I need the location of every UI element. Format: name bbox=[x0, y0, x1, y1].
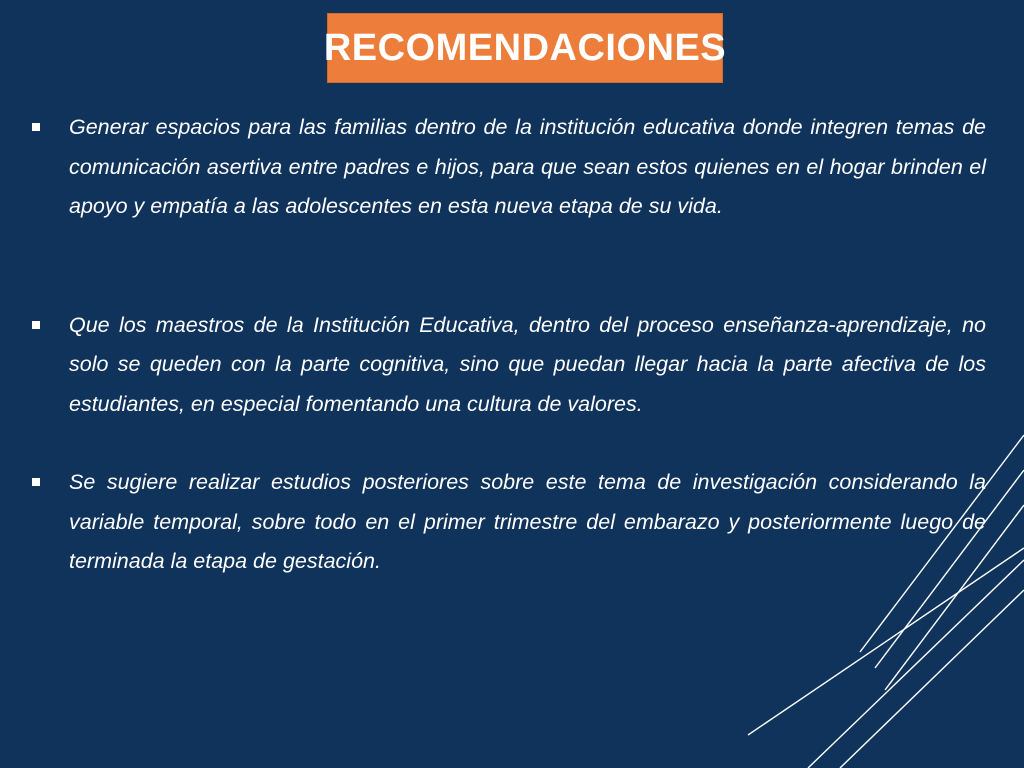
recommendations-list bbox=[30, 108, 986, 582]
square-bullet-icon bbox=[32, 478, 40, 486]
bullet-text: Que los maestros de la Institución Educativa, dentro del proceso enseñanza-aprendizaje, no solo se queden con la parte cognitiva, sino que puedan llegar hacia la parte afectiva de los estudiantes, en especial fomentando una cultura de valores. bbox=[69, 312, 986, 416]
square-bullet-icon bbox=[32, 123, 40, 131]
list-item bbox=[30, 306, 986, 425]
decor-line bbox=[808, 560, 1024, 768]
square-bullet-icon bbox=[32, 321, 40, 329]
slide-title: RECOMENDACIONES bbox=[323, 26, 727, 69]
list-item bbox=[30, 463, 986, 582]
title-box bbox=[323, 13, 727, 83]
decor-line bbox=[840, 590, 1024, 768]
bullet-text: Se sugiere realizar estudios posteriores sobre este tema de investigación considerando la variable temporal, sobre todo en el primer trimestre del embarazo y posteriormente luego de terminada la etapa de gestación. bbox=[69, 470, 986, 573]
list-item bbox=[30, 108, 986, 227]
bullet-text: Generar espacios para las familias dentro de la institución educativa donde integren temas de comunicación asertiva entre padres e hijos, para que sean estos quienes en el hogar brinden el apoyo y empatía a las adolescentes en esta nueva etapa de su vida. bbox=[69, 115, 986, 218]
